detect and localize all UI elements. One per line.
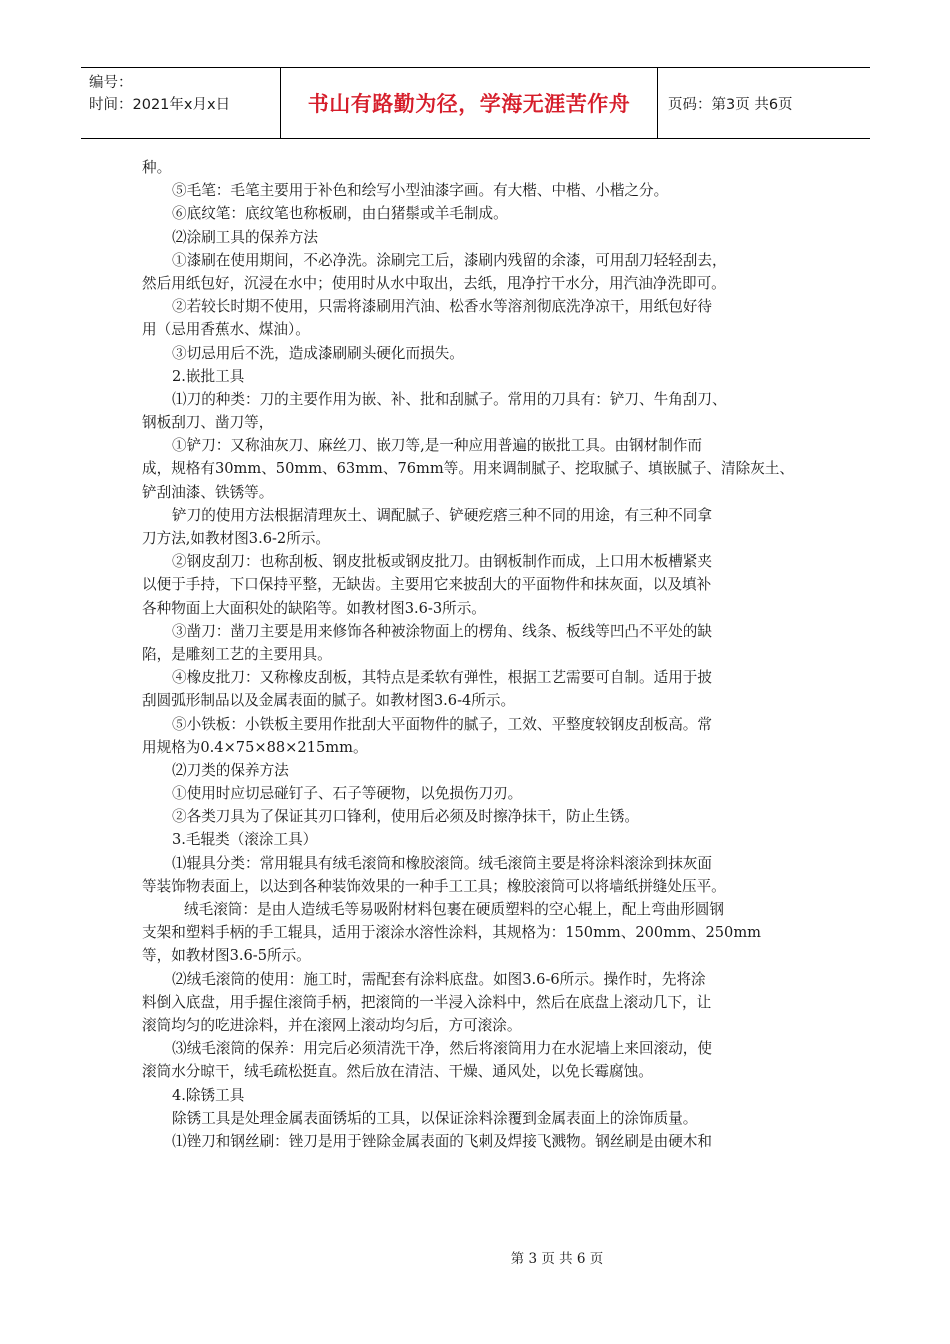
- text-line: 2.嵌批工具: [172, 367, 245, 385]
- text-line: 陷，是雕刻工艺的主要用具。: [142, 645, 332, 663]
- text-line: ③切忌用后不洗，造成漆刷刷头硬化而损失。: [172, 344, 464, 362]
- text-line: 成，规格有30mm、50mm、63mm、76mm等。用来调制腻子、挖取腻子、填嵌腻子、清除灰土、: [142, 460, 794, 478]
- text-line: ③凿刀：凿刀主要是用来修饰各种被涂物面上的楞角、线条、板线等凹凸不平处的缺: [172, 622, 712, 640]
- text-line: 支架和塑料手柄的手工辊具，适用于滚涂水溶性涂料，其规格为：150mm、200mm、250mm: [142, 924, 762, 942]
- header-meta: [81, 68, 281, 138]
- text-line: 3.毛辊类（滚涂工具）: [172, 831, 318, 849]
- text-line: ②各类刀具为了保证其刃口锋利，使用后必须及时擦净抹干，防止生锈。: [172, 808, 640, 826]
- document-date: 时间：2021年x月x日: [89, 97, 231, 113]
- text-line: ⑵绒毛滚筒的使用：施工时，需配套有涂料底盘。如图3.6-6所示。操作时，先将涂: [172, 970, 706, 988]
- text-line: 等，如教材图3.6-5所示。: [142, 947, 311, 965]
- header-page-cell: [658, 68, 870, 138]
- text-line: 4.除锈工具: [172, 1086, 245, 1104]
- text-line: ①铲刀：又称油灰刀、麻丝刀、嵌刀等,是一种应用普遍的嵌批工具。由钢材制作而: [172, 437, 703, 455]
- text-line: 然后用纸包好，沉浸在水中；使用时从水中取出，去纸，甩净拧干水分，用汽油净洗即可。: [142, 274, 726, 292]
- page-header: [81, 67, 870, 139]
- text-line: 绒毛滚筒：是由人造绒毛等易吸附材料包裹在硬质塑料的空心辊上，配上弯曲形圆钢: [184, 901, 724, 918]
- text-line: ⑴锉刀和钢丝刷：锉刀是用于锉除金属表面的飞刺及焊接飞溅物。钢丝刷是由硬木和: [172, 1132, 712, 1150]
- text-line: ①漆刷在使用期间，不必净洗。涂刷完工后，漆刷内残留的余漆，可用刮刀轻轻刮去，: [172, 251, 727, 269]
- document-number: 编号：: [89, 75, 133, 91]
- text-line: 用（忌用香蕉水、煤油）。: [142, 321, 310, 339]
- header-motto-cell: [281, 68, 658, 138]
- text-line: 铲刀的使用方法根据清理灰土、调配腻子、铲硬疙瘩三种不同的用途，有三种不同拿: [172, 506, 712, 524]
- text-line: 等装饰物表面上，以达到各种装饰效果的一种手工工具；橡胶滚筒可以将墙纸拼缝处压平。: [142, 877, 726, 895]
- text-line: ⑴辊具分类：常用辊具有绒毛滚筒和橡胶滚筒。绒毛滚筒主要是将涂料滚涂到抹灰面: [172, 854, 712, 872]
- text-line: 以便于手持，下口保持平整，无缺齿。主要用它来披刮大的平面物件和抹灰面，以及填补: [142, 576, 712, 594]
- text-line: 料倒入底盘，用手握住滚筒手柄，把滚筒的一半浸入涂料中，然后在底盘上滚动几下，让: [142, 993, 712, 1011]
- motto: 书山有路勤为径，学海无涯苦作舟: [307, 92, 631, 116]
- page-indicator: 页码：第3页 共6页: [668, 96, 793, 113]
- text-line: 刮圆弧形制品以及金属表面的腻子。如教材图3.6-4所示。: [142, 692, 516, 710]
- text-line: 铲刮油漆、铁锈等。: [142, 483, 274, 501]
- text-line: ⑴刀的种类：刀的主要作用为嵌、补、批和刮腻子。常用的刀具有：铲刀、牛角刮刀、: [172, 390, 727, 408]
- text-line: 种。: [142, 159, 172, 176]
- page-footer: [0, 1247, 950, 1267]
- text-line: ④橡皮批刀：又称橡皮刮板，其特点是柔软有弹性，根据工艺需要可自制。适用于披: [172, 669, 712, 687]
- footer-page-number: 第 3 页 共 6 页: [510, 1251, 604, 1267]
- text-line: 除锈工具是处理金属表面锈垢的工具，以保证涂料涂覆到金属表面上的涂饰质量。: [172, 1109, 698, 1127]
- text-line: 刀方法,如教材图3.6-2所示。: [142, 530, 331, 547]
- text-line: 钢板刮刀、凿刀等，: [142, 414, 274, 432]
- text-line: ②若较长时期不使用，只需将漆刷用汽油、松香水等溶剂彻底洗净凉干，用纸包好待: [172, 298, 712, 316]
- document-body: [142, 156, 810, 1153]
- text-line: ⑤小铁板：小铁板主要用作批刮大平面物件的腻子，工效、平整度较钢皮刮板高。常: [172, 715, 712, 733]
- text-line: ⑶绒毛滚筒的保养：用完后必须清洗干净，然后将滚筒用力在水泥墙上来回滚动，使: [172, 1040, 712, 1058]
- text-line: 滚筒水分晾干，绒毛疏松挺直。然后放在清洁、干燥、通风处，以免长霉腐蚀。: [142, 1063, 653, 1081]
- text-line: ⑥底纹笔：底纹笔也称板刷，由白猪鬃或羊毛制成。: [172, 205, 508, 223]
- text-line: ⑵刀类的保养方法: [172, 761, 289, 779]
- text-line: ⑤毛笔：毛笔主要用于补色和绘写小型油漆字画。有大楷、中楷、小楷之分。: [172, 182, 669, 200]
- text-line: ⑵涂刷工具的保养方法: [172, 228, 318, 246]
- text-line: ①使用时应切忌碰钉子、石子等硬物，以免损伤刀刃。: [172, 785, 523, 803]
- text-line: 用规格为0.4×75×88×215mm。: [142, 738, 368, 756]
- text-line: ②钢皮刮刀：也称刮板、钢皮批板或钢皮批刀。由钢板制作而成，上口用木板槽紧夹: [172, 553, 712, 571]
- text-line: 各种物面上大面积处的缺陷等。如教材图3.6-3所示。: [142, 599, 486, 617]
- text-line: 滚筒均匀的吃进涂料，并在滚网上滚动均匀后，方可滚涂。: [142, 1016, 522, 1034]
